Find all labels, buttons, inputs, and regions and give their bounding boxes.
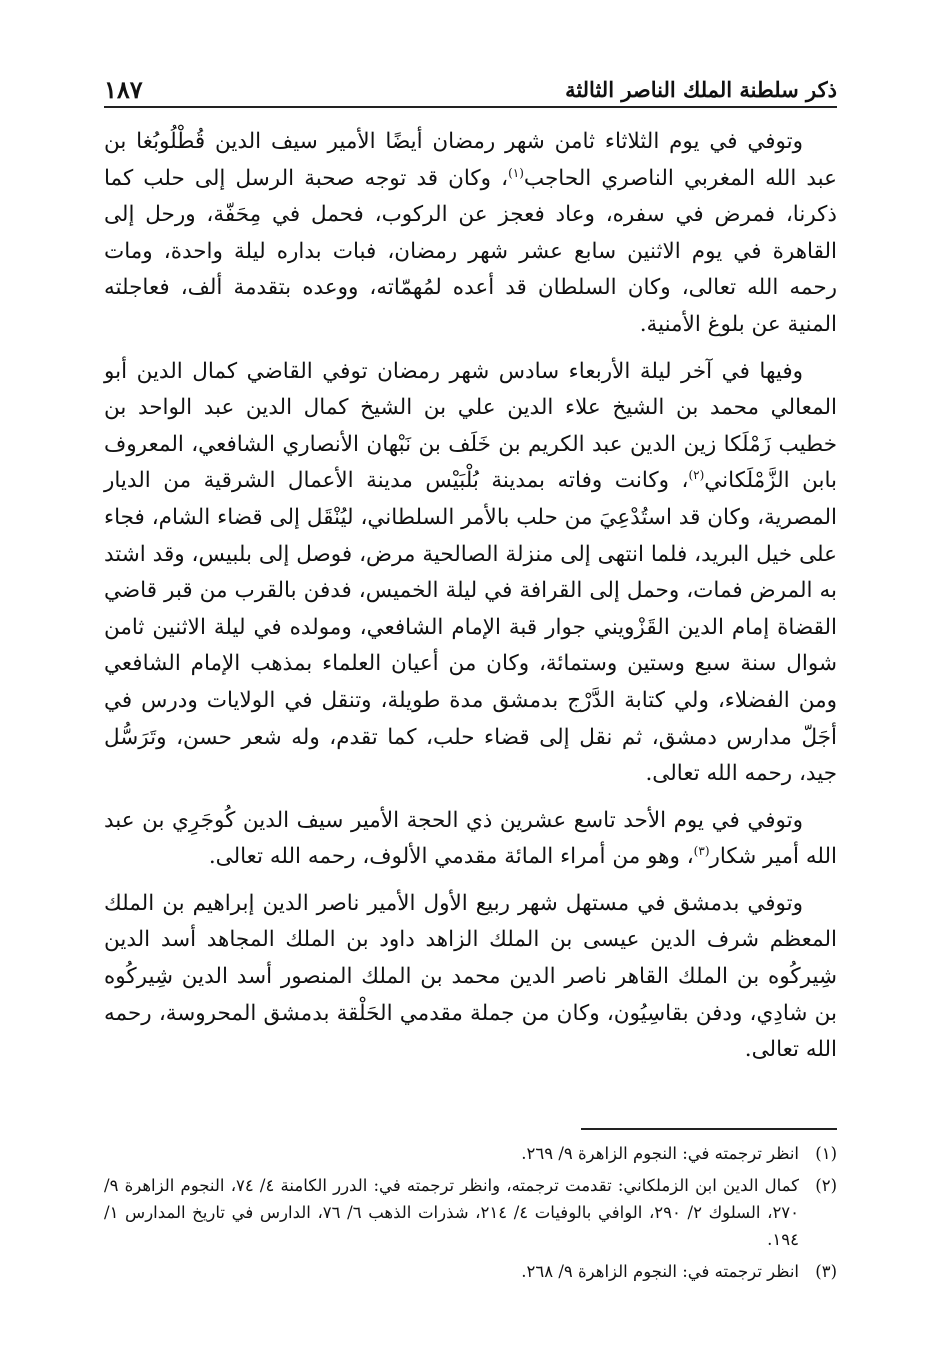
paragraph <box>104 803 837 876</box>
footnote-text: انظر ترجمته في: النجوم الزاهرة ٩/ ٢٦٨. <box>521 1262 799 1281</box>
paragraph-text: وتوفي في يوم الأحد تاسع عشرين ذي الحجة الأمير سيف الدين كُوجَرِي بن عبد الله أمير شكار <box>104 807 837 870</box>
paragraph-text: وتوفي بدمشق في مستهل شهر ربيع الأول الأمير ناصر الدين إبراهيم بن الملك المعظم شرف الدين عيسى بن الملك الزاهد داود بن الملك المجاهد أسد الدين شِيركُوه بن الملك القاهر ناصر الدين محمد بن الملك المنصور أسد الدين شِيركُوه بن شادِي، ودفن بقاسِيُون، وكان من جملة مقدمي الحَلْقة بدمشق المحروسة، رحمه الله تعالى. <box>104 890 837 1063</box>
page-header <box>104 72 837 108</box>
footnote-number: (١) <box>815 1144 837 1163</box>
running-title: ذكر سلطنة الملك الناصر الثالثة <box>565 76 837 102</box>
footnote-number: (٢) <box>815 1176 837 1195</box>
footnote-number: (٣) <box>815 1262 837 1281</box>
page-number: ١٨٧ <box>104 74 143 104</box>
footnote <box>104 1258 837 1285</box>
paragraph <box>104 354 837 793</box>
footnote <box>104 1140 837 1167</box>
footnote-reference: (٢) <box>688 468 705 483</box>
paragraph-text: ، وكان قد توجه صحبة الرسل إلى حلب كما ذكرنا، فمرض في سفره، وعاد فعجز عن الركوب، فحمل في مِحَفّة، ورحل إلى القاهرة في يوم الاثنين سابع عشر شهر رمضان، فبات بداره ليلة واحدة، ومات رحمه الله تعالى، وكان السلطان قد أعده لمُهمّاته، ووعده بتقدمة ألف، فعاجلته المنية عن بلوغ الأمنية. <box>104 165 837 337</box>
paragraph-text: وتوفي في يوم الثلاثاء ثامن شهر رمضان أيضًا الأمير سيف الدين قُطْلُوبُغا بن عبد الله المغربي الناصري الحاجب <box>104 129 837 191</box>
paragraph-text: ، وهو من أمراء المائة مقدمي الألوف، رحمه الله تعالى. <box>208 844 694 870</box>
paragraph-text: ، وكانت وفاته بمدينة بُلْبَيْس مدينة الأعمال الشرقية من الديار المصرية، وكان قد استُدْعِيَ من حلب بالأمر السلطاني، ليُنْقَل إلى قضاء الشام، فجاء على خيل البريد، فلما انتهى إلى منزلة الصالحية مرض، فوصل إلى بلبيس، وقد اشتد به المرض فمات، وحمل إلى القرافة في ليلة الخميس، فدفن بالقرب من قبر قاضي القضاة إمام الدين القَزْويني جوار قبة الإمام الشافعي، ومولده في ليلة الاثنين ثامن شوال سنة سبع وستين وستمائة، وكان من أعيان العلماء بمذهب الإمام الشافعي ومن الفضلاء، ولي كتابة الدَّرْج بدمشق مدة طويلة، وتنقل في الولايات ودرس في أجَلّ مدارس دمشق، ثم نقل إلى قضاء حلب، كما تقدم، وله شعر حسن، وتَرَسُّل جيد، رحمه الله تعالى. <box>104 468 837 787</box>
footnote-text: كمال الدين ابن الزملكاني: تقدمت ترجمته، وانظر ترجمته في: الدرر الكامنة ٤/ ٧٤، النجوم الزاهرة ٩/ ٢٧٠، السلوك ٢/ ٢٩٠، الوافي بالوفيات ٤/ ٢١٤، شذرات الذهب ٦/ ٧٦، الدارس في تاريخ المدارس ١/ ١٩٤. <box>104 1176 800 1249</box>
footnote-reference: (١) <box>508 165 524 180</box>
footnote-divider <box>581 1128 837 1130</box>
footnote <box>104 1172 837 1253</box>
paragraph-text: وفيها في آخر ليلة الأربعاء سادس شهر رمضان توفي القاضي كمال الدين أبو المعالي محمد بن الشيخ علاء الدين علي بن الشيخ كمال الدين عبد الواحد بن خطيب زَمْلَكا زين الدين عبد الكريم بن خَلَف بن نَبْهان الأنصاري الشافعي، المعروف بابن الزَّمْلَكاني <box>104 358 837 494</box>
footnotes <box>104 1140 837 1290</box>
footnote-reference: (٣) <box>693 844 710 859</box>
paragraph <box>104 124 837 344</box>
paragraph <box>104 886 837 1069</box>
main-text <box>104 124 837 1079</box>
footnote-text: انظر ترجمته في: النجوم الزاهرة ٩/ ٢٦٩. <box>521 1144 799 1163</box>
